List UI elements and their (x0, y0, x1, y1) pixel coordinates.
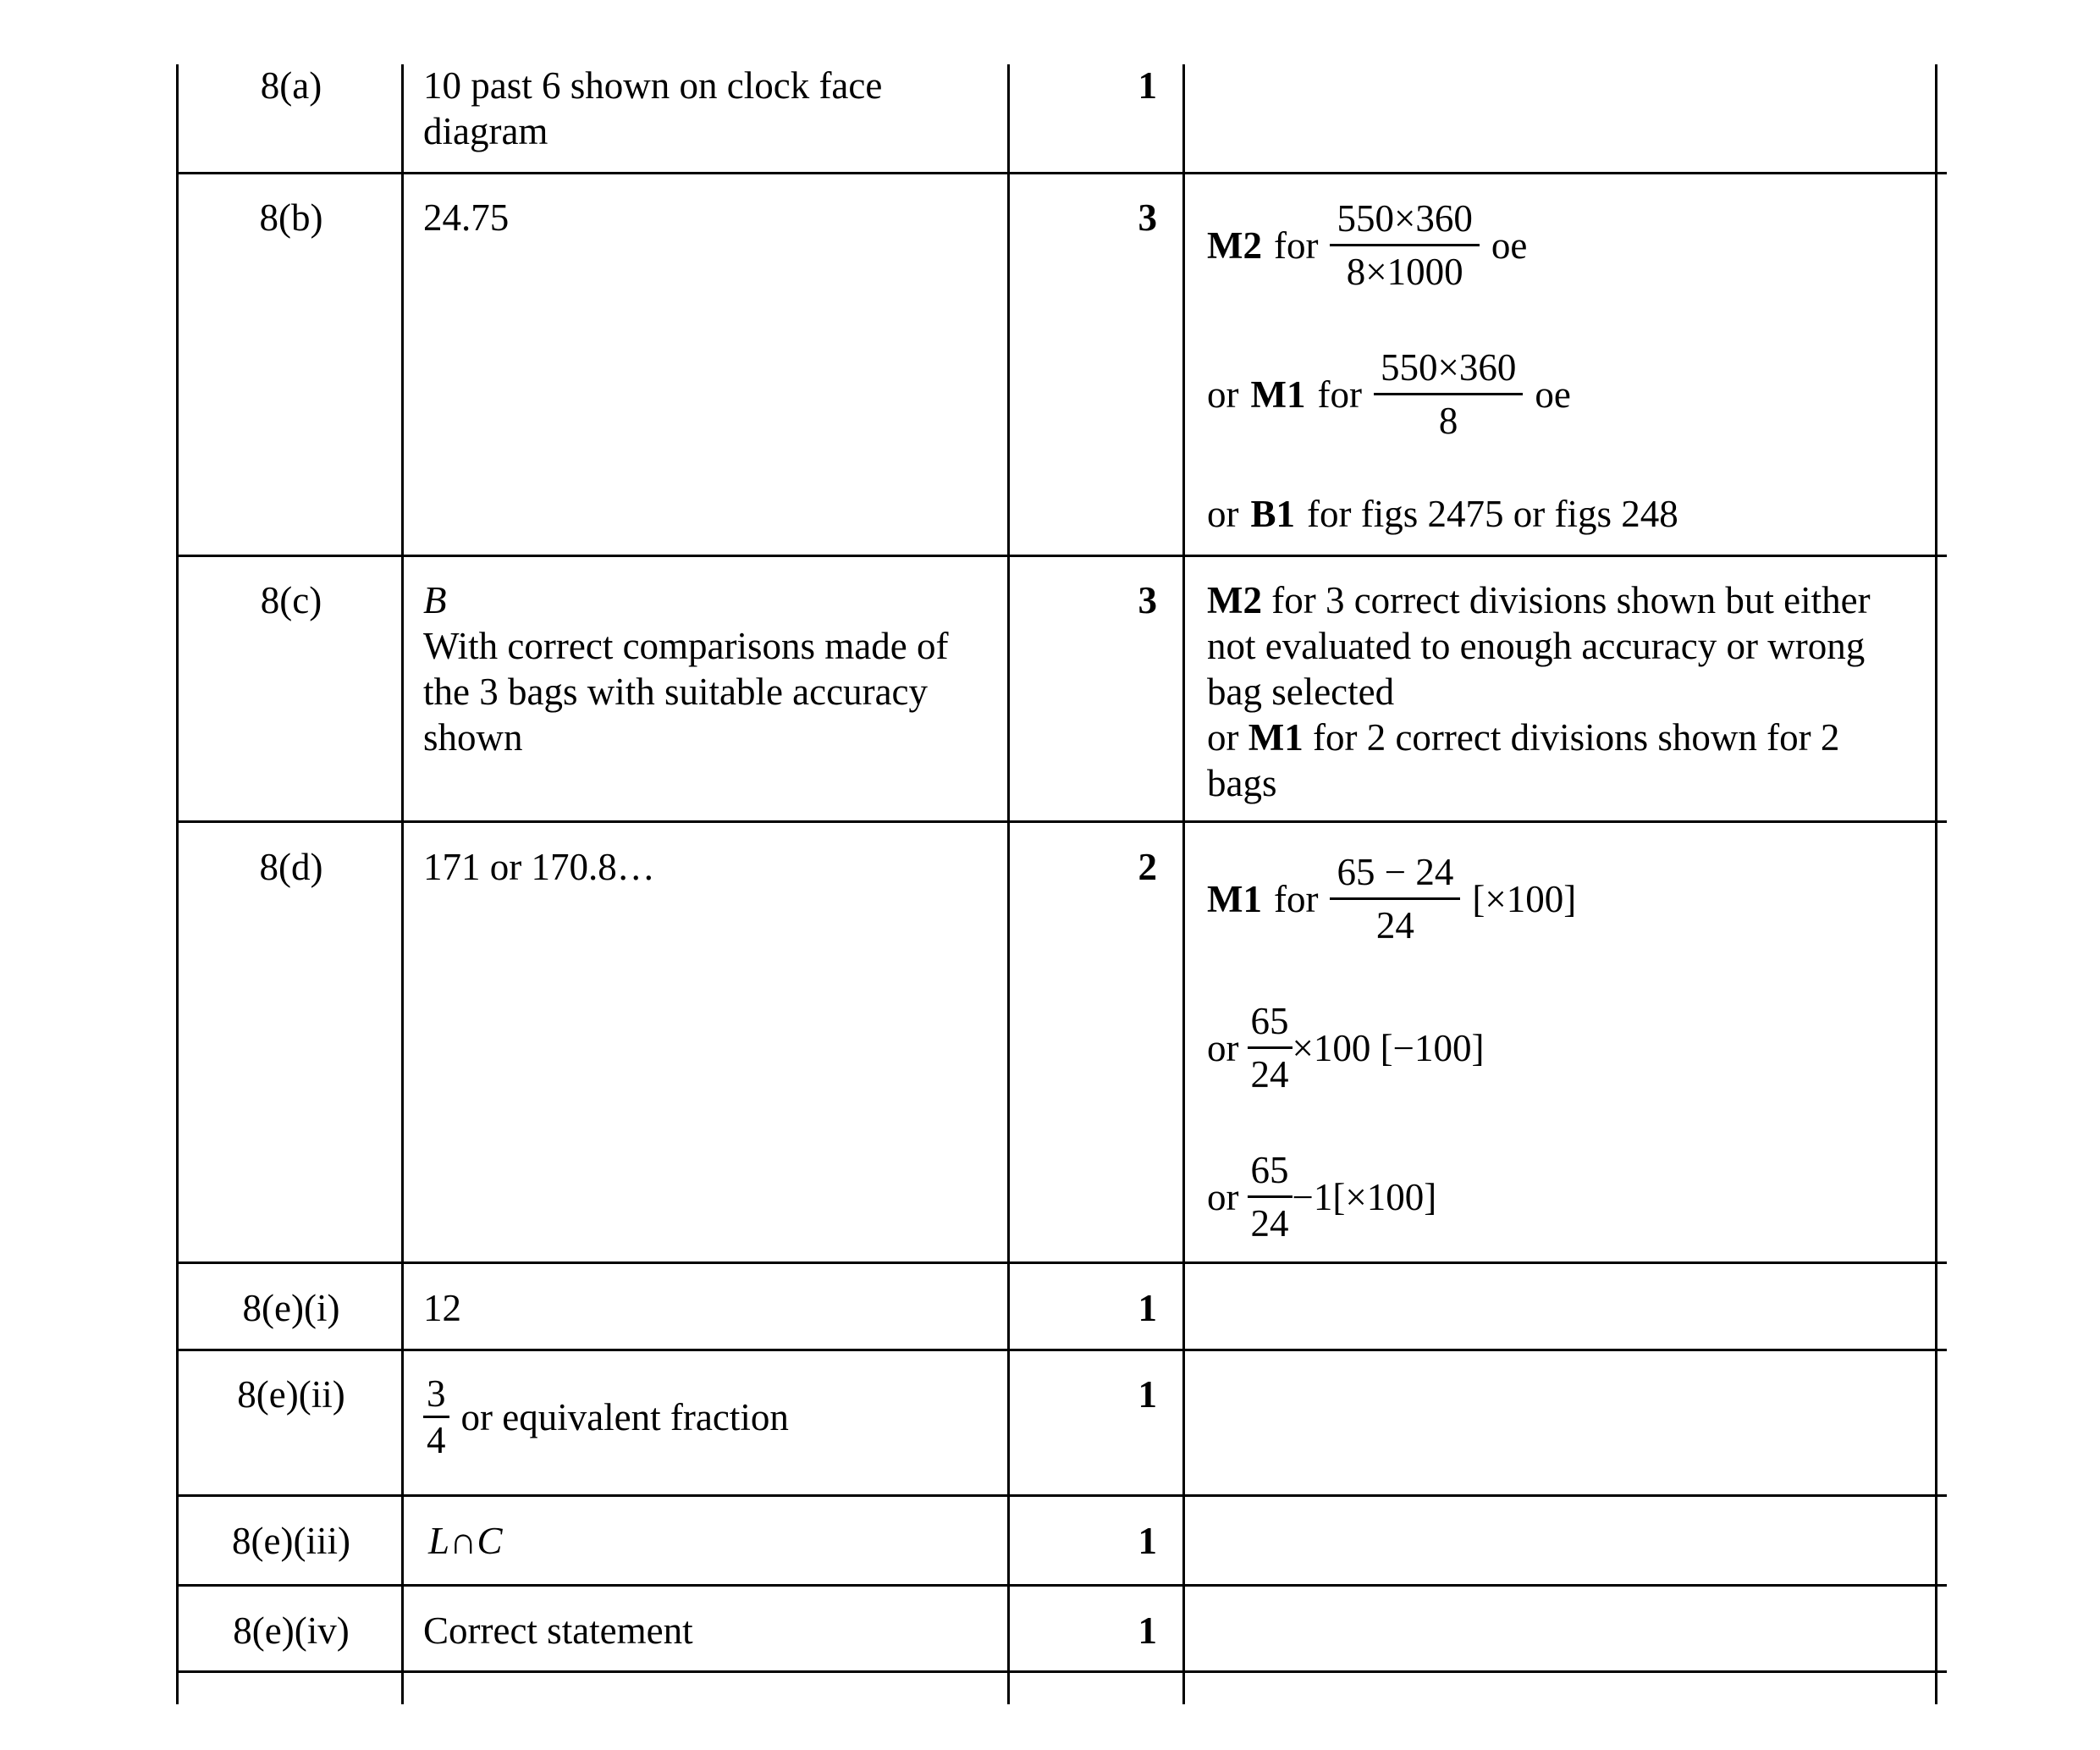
marks-value: 1 (1138, 64, 1157, 107)
answer-text: 12 (423, 1287, 461, 1329)
guidance-line (1207, 999, 1935, 1096)
fraction-denominator: 4 (427, 1419, 446, 1461)
mark-code: M1 (1207, 877, 1262, 920)
question-number: 8(b) (259, 196, 323, 239)
fraction-numerator: 65 (1248, 1148, 1293, 1198)
marks-value: 1 (1138, 1609, 1157, 1652)
fraction-denominator: 24 (1250, 1053, 1289, 1096)
mark-code: B1 (1250, 493, 1296, 535)
guidance-text: for figs 2475 or figs 248 (1307, 493, 1678, 535)
marks-value: 1 (1138, 1520, 1157, 1562)
question-number: 8(e)(iv) (233, 1609, 350, 1652)
answer-text: or equivalent fraction (460, 1395, 789, 1438)
fraction (1248, 1148, 1293, 1245)
fraction-numerator: 65 (1248, 999, 1293, 1049)
fraction-numerator: 550×360 (1330, 196, 1479, 246)
guidance-line (1207, 1148, 1935, 1245)
fraction-denominator: 8 (1438, 400, 1458, 442)
guidance-line (1207, 196, 1935, 294)
row-divider (176, 820, 1947, 823)
question-number: 8(e)(i) (242, 1287, 340, 1329)
answer-text: With correct comparisons made of the 3 bags with suitable accuracy shown (423, 625, 949, 759)
row-divider (176, 1349, 1947, 1351)
marks-value: 3 (1138, 196, 1157, 239)
guidance-text: or (1207, 1026, 1239, 1069)
fraction (1374, 345, 1523, 443)
marks-value: 1 (1138, 1373, 1157, 1416)
row-divider (176, 1494, 1947, 1497)
guidance-text: or (1207, 373, 1239, 416)
guidance-text: for (1317, 373, 1362, 416)
table-border-right (1935, 64, 1937, 1704)
guidance-text: oe (1535, 373, 1571, 416)
fraction (1330, 850, 1460, 947)
marks-value: 1 (1138, 1287, 1157, 1329)
guidance-text: or (1207, 716, 1239, 759)
answer-letter: B (423, 579, 447, 621)
fraction-numerator: 550×360 (1374, 345, 1523, 395)
fraction (423, 1373, 449, 1460)
answer-text: Correct statement (423, 1609, 693, 1652)
marks-value: 2 (1138, 846, 1157, 888)
mark-code: M1 (1248, 716, 1304, 759)
answer-text: 24.75 (423, 196, 510, 239)
guidance-text: ×100 [−100] (1292, 1026, 1485, 1069)
mark-code: M2 (1207, 224, 1262, 267)
answer-cell (423, 577, 999, 760)
guidance-text: [×100] (1472, 877, 1577, 920)
guidance-line (1207, 850, 1935, 947)
guidance-text: oe (1491, 224, 1528, 267)
question-number: 8(e)(iii) (232, 1520, 350, 1562)
answer-text: 171 or 170.8… (423, 846, 655, 888)
question-number: 8(d) (259, 846, 323, 888)
guidance-line (1207, 345, 1935, 443)
fraction (1330, 196, 1479, 294)
guidance-line (1207, 491, 1935, 537)
row-divider (176, 172, 1947, 174)
marks-value: 3 (1138, 579, 1157, 621)
guidance-cell (1207, 577, 1918, 806)
row-divider (176, 1584, 1947, 1587)
guidance-text: for (1273, 224, 1319, 267)
column-divider (1182, 64, 1185, 1704)
fraction-numerator: 3 (423, 1373, 449, 1418)
answer-text: L∩C (428, 1520, 503, 1562)
mark-code: M2 (1207, 579, 1262, 621)
guidance-text: for 2 correct divisions shown for 2 bags (1207, 716, 1840, 804)
fraction-denominator: 24 (1250, 1202, 1289, 1245)
question-number: 8(e)(ii) (237, 1373, 345, 1416)
mark-code: M1 (1250, 373, 1306, 416)
guidance-text: or (1207, 493, 1239, 535)
row-divider (176, 555, 1947, 557)
question-number: 8(a) (260, 64, 322, 107)
fraction (1248, 999, 1293, 1096)
question-number: 8(c) (260, 579, 322, 621)
fraction-numerator: 65 − 24 (1330, 850, 1460, 900)
guidance-text: −1[×100] (1292, 1175, 1437, 1218)
answer-cell (423, 1373, 999, 1460)
guidance-text: for 3 correct divisions shown but either not evaluated to enough accuracy or wrong bag selected (1207, 579, 1871, 713)
guidance-text: or (1207, 1175, 1239, 1218)
answer-text: 10 past 6 shown on clock face diagram (423, 64, 883, 152)
guidance-text: for (1273, 877, 1319, 920)
row-divider (176, 1670, 1947, 1673)
fraction-denominator: 8×1000 (1346, 251, 1463, 293)
row-divider (176, 1261, 1947, 1264)
fraction-denominator: 24 (1375, 904, 1414, 947)
